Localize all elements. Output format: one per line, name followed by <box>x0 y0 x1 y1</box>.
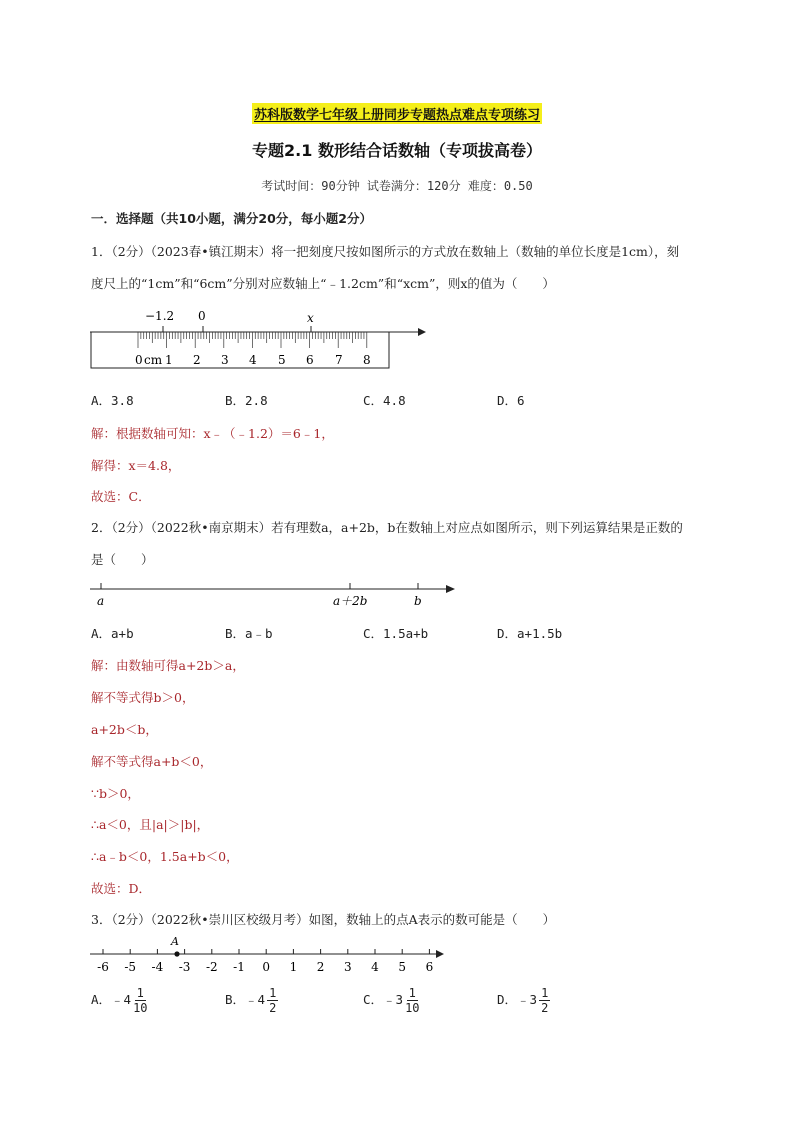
q2-solution-line4: 解不等式得a+b＜0， <box>91 754 213 769</box>
q2-option-a: A．a+b <box>91 626 134 641</box>
q2-number-line-figure <box>85 578 465 613</box>
q3-option-b <box>225 986 278 1015</box>
page-title: 专题2.1 数形结合话数轴（专项拔高卷） <box>252 141 542 160</box>
q1-option-c: C．4.8 <box>363 393 406 408</box>
q1-solution-line1: 解：根据数轴可知：x﹣（﹣1.2）＝6﹣1， <box>91 426 334 441</box>
q3-option-b-prefix: B．﹣4 <box>225 992 266 1007</box>
q3-point-a-label: A <box>171 935 179 948</box>
q3-option-a <box>91 986 148 1015</box>
q3-number-line-figure <box>85 933 455 978</box>
q1-axis-label-neg1-2: −1.2 <box>145 309 175 323</box>
denominator: 10 <box>405 1001 420 1015</box>
q3-tick-label: -2 <box>205 960 218 974</box>
q2-label-a: a <box>97 594 105 608</box>
q3-option-d-prefix: D．﹣3 <box>497 992 538 1007</box>
q1-solution-line2: 解得：x＝4.8， <box>91 458 181 473</box>
q1-option-a: A．3.8 <box>91 393 134 408</box>
q2-solution-line1: 解：由数轴可得a+2b＞a， <box>91 658 245 673</box>
q3-tick-label: -4 <box>151 960 164 974</box>
q3-stem: 3．（2分）（2022秋•崇川区校级月考）如图，数轴上的点A表示的数可能是（ ） <box>91 912 556 927</box>
exam-meta: 考试时间：90分钟 试卷满分：120分 难度：0.50 <box>261 179 533 193</box>
q2-option-d: D．a+1.5b <box>497 626 563 641</box>
q3-point-a <box>174 951 179 956</box>
q1-ruler-label-0: 0 <box>135 353 143 367</box>
q2-label-b: b <box>414 594 422 608</box>
q1-axis-label-zero: 0 <box>198 309 206 323</box>
q1-axis-label-x: x <box>307 311 314 325</box>
numerator: 1 <box>136 986 144 1000</box>
q1-stem-line2: 度尺上的“1cm”和“6cm”分别对应数轴上“﹣1.2cm”和“xcm”，则x的值为（ ） <box>91 276 555 291</box>
denominator: 2 <box>269 1001 277 1015</box>
q3-tick-label: 5 <box>398 960 407 974</box>
q2-option-b: B．a﹣b <box>225 626 273 641</box>
q1-ruler-label-1: 1 <box>165 353 173 367</box>
numerator: 1 <box>269 986 277 1000</box>
denominator: 10 <box>133 1001 148 1015</box>
q1-ruler-label-cm: cm <box>144 353 163 367</box>
q3-tick-label: -5 <box>124 960 137 974</box>
denominator: 2 <box>541 1001 549 1015</box>
q3-tick-label: 2 <box>316 960 325 974</box>
q2-axis-arrow <box>446 585 455 593</box>
q3-tick-label: 0 <box>262 960 271 974</box>
q3-tick-label: -6 <box>97 960 109 974</box>
q3-option-a-prefix: A．﹣4 <box>91 992 132 1007</box>
q3-tick-label: -1 <box>233 960 245 974</box>
numerator: 1 <box>408 986 416 1000</box>
q2-solution-line6: ∴a＜0，且|a|＞|b|， <box>91 817 210 832</box>
q2-solution-line5: ∵b＞0， <box>91 786 140 801</box>
q3-option-d-fraction <box>539 986 550 1015</box>
q2-stem-line1: 2．（2分）（2022秋•南京期末）若有理数a，a+2b，b在数轴上对应点如图所示，则下列运算结果是正数的 <box>91 520 683 535</box>
q1-ruler-label-8: 8 <box>363 353 371 367</box>
q1-solution-line3: 故选：C． <box>91 489 151 504</box>
q1-ruler-label-3: 3 <box>221 353 229 367</box>
q3-tick-label: -3 <box>178 960 191 974</box>
q3-option-a-fraction <box>133 986 147 1015</box>
q2-stem-line2: 是（ ） <box>91 552 154 567</box>
q1-ruler-label-5: 5 <box>278 353 286 367</box>
section-heading: 一．选择题（共10小题，满分20分，每小题2分） <box>91 211 372 226</box>
q3-tick-label: 4 <box>371 960 379 974</box>
q2-solution-line8: 故选：D． <box>91 881 152 896</box>
numerator: 1 <box>541 986 549 1000</box>
q1-axis-arrow <box>418 328 426 336</box>
q1-ruler-label-2: 2 <box>193 353 201 367</box>
q2-solution-line7: ∴a﹣b＜0，1.5a+b＜0， <box>91 849 239 864</box>
q1-ruler-ticks <box>138 332 367 348</box>
q2-solution-line3: a+2b＜b， <box>91 722 158 737</box>
q3-tick-label: 6 <box>425 960 434 974</box>
q3-option-b-fraction <box>267 986 278 1015</box>
q1-option-d: D．6 <box>497 393 525 408</box>
q1-ruler-label-7: 7 <box>335 353 343 367</box>
q1-ruler-label-4: 4 <box>249 353 257 367</box>
q3-option-c-prefix: C．﹣3 <box>363 992 404 1007</box>
series-banner: 苏科版数学七年级上册同步专题热点难点专项练习 <box>252 103 542 124</box>
q2-solution-line2: 解不等式得b＞0， <box>91 690 195 705</box>
q3-tick-label: 3 <box>343 960 352 974</box>
q1-ruler-label-6: 6 <box>306 353 314 367</box>
q1-stem-line1: 1．（2分）（2023春•镇江期末）将一把刻度尺按如图所示的方式放在数轴上（数轴的单位长度是1cm），刻 <box>91 244 680 259</box>
q3-option-c <box>363 986 420 1015</box>
q3-option-c-fraction <box>405 986 419 1015</box>
q3-axis-arrow <box>436 950 444 958</box>
q3-ticks <box>97 949 433 974</box>
q1-option-b: B．2.8 <box>225 393 268 408</box>
q2-option-c: C．1.5a+b <box>363 626 429 641</box>
q3-tick-label: 1 <box>289 960 298 974</box>
q3-option-d <box>497 986 550 1015</box>
q2-label-a2b: a＋2b <box>333 594 368 608</box>
q1-ruler-figure <box>85 300 435 375</box>
